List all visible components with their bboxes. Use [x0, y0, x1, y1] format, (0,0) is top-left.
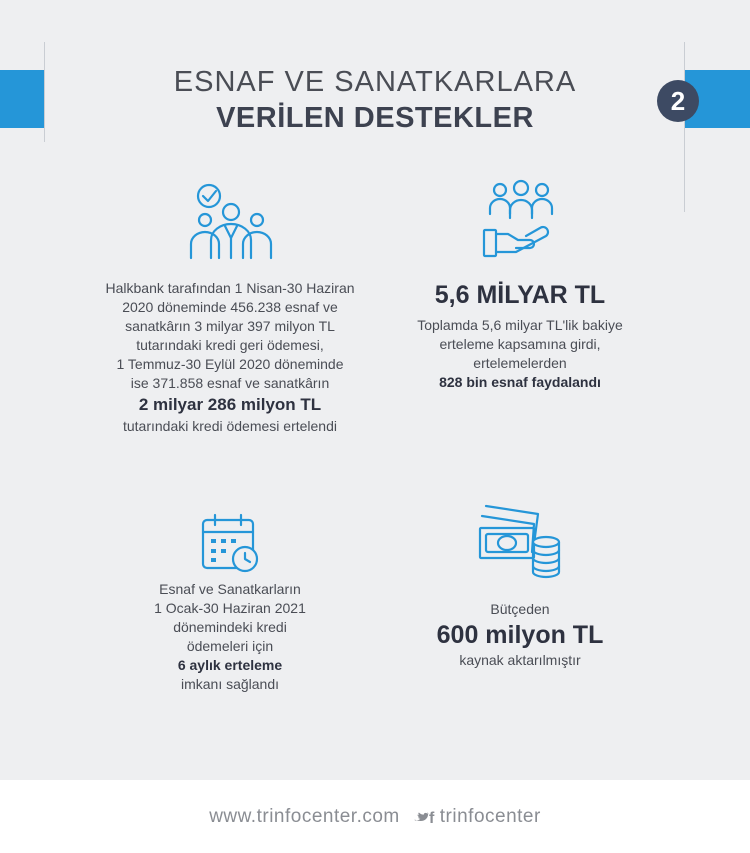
text-line: Halkbank tarafından 1 Nisan-30 Haziran	[105, 280, 355, 296]
people-on-hand-icon	[480, 178, 562, 260]
social-handle: trinfocenter	[439, 805, 541, 827]
team-check-icon	[185, 178, 277, 260]
website-link[interactable]: www.trinfocenter.com	[209, 805, 400, 827]
text-line: Toplamda 5,6 milyar TL'lik bakiye	[417, 317, 623, 333]
twitter-facebook-icon	[414, 809, 436, 825]
title-line-1: ESNAF VE SANATKARLARA	[173, 66, 577, 98]
footer	[0, 780, 750, 853]
text-line: Bütçeden	[490, 601, 550, 617]
left-top-text	[80, 279, 380, 436]
text-line: erteleme kapsamına girdi,	[439, 336, 601, 352]
social-link[interactable]	[414, 806, 541, 828]
text-line: ertelemelerden	[473, 355, 567, 371]
text-line: dönemindeki kredi	[173, 619, 287, 635]
money-coins-icon	[476, 500, 564, 582]
text-line: Esnaf ve Sanatkarların	[159, 581, 301, 597]
text-line: 2020 döneminde 456.238 esnaf ve	[122, 299, 338, 315]
page-number-badge: 2	[657, 80, 699, 122]
highlight-text: 6 aylık erteleme	[177, 657, 283, 673]
right-bottom-text	[400, 600, 640, 670]
text-line: ödemeleri için	[186, 638, 274, 654]
text-line: 1 Ocak-30 Haziran 2021	[154, 600, 306, 616]
right-top-text	[400, 280, 640, 392]
text-line: tutarındaki kredi geri ödemesi,	[136, 337, 324, 353]
title-line-2: VERİLEN DESTEKLER	[216, 102, 534, 134]
text-line: tutarındaki kredi ödemesi ertelendi	[122, 418, 337, 434]
text-line: ise 371.858 esnaf ve sanatkârın	[130, 375, 330, 391]
text-line: kaynak aktarılmıştır	[459, 652, 581, 668]
text-line: 1 Temmuz-30 Eylül 2020 döneminde	[116, 356, 344, 372]
headline-amount: 600 milyon TL	[436, 621, 604, 649]
text-line: sanatkârın 3 milyar 397 milyon TL	[125, 318, 335, 334]
svg-text:f: f	[428, 809, 435, 825]
highlight-amount: 2 milyar 286 milyon TL	[138, 395, 322, 414]
headline-amount: 5,6 MİLYAR TL	[434, 281, 606, 309]
highlight-text: 828 bin esnaf faydalandı	[439, 374, 601, 390]
text-line: imkanı sağlandı	[180, 676, 280, 692]
left-bottom-text	[110, 580, 350, 694]
calendar-clock-icon	[199, 512, 263, 576]
